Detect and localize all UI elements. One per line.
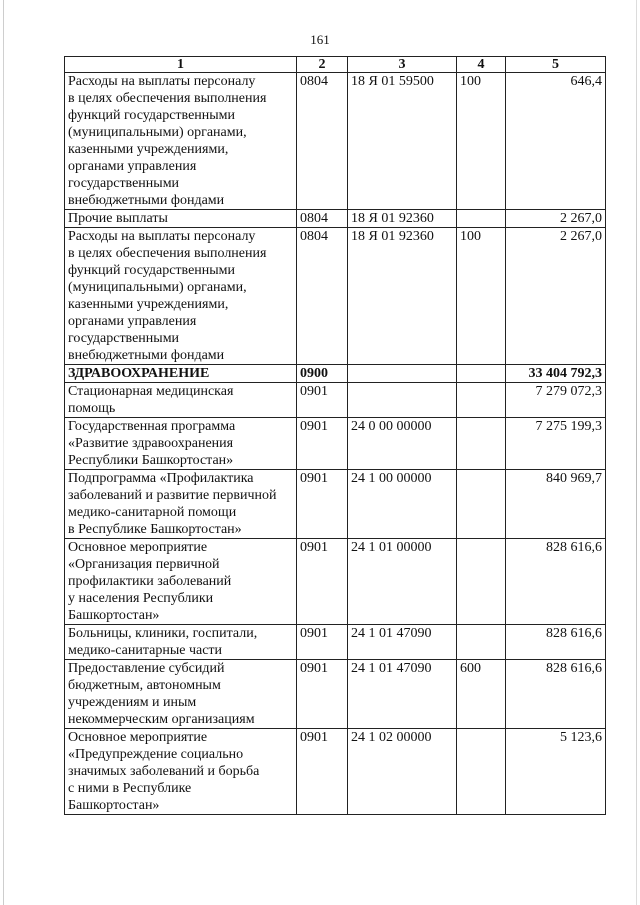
row-amount-cell: 828 616,6 (506, 539, 606, 625)
row-section-cell: 0901 (297, 625, 348, 660)
row-name-cell: Предоставление субсидий бюджетным, автономным учреждениям и иным некоммерческим организациям (65, 660, 297, 729)
row-amount-cell: 5 123,6 (506, 729, 606, 815)
row-type-cell (457, 418, 506, 470)
row-type-cell (457, 210, 506, 228)
row-article-cell: 18 Я 01 92360 (348, 228, 457, 365)
row-section-cell: 0804 (297, 228, 348, 365)
header-row (65, 57, 606, 73)
row-name-cell: Основное мероприятие «Организация первичной профилактики заболеваний у населения Республики Башкортостан» (65, 539, 297, 625)
row-type-cell (457, 470, 506, 539)
row-section-cell: 0901 (297, 660, 348, 729)
table-row (65, 365, 606, 383)
header-col-1: 1 (65, 57, 297, 73)
row-article-cell: 24 1 01 47090 (348, 625, 457, 660)
row-type-cell (457, 383, 506, 418)
table-row (65, 73, 606, 210)
row-name-cell: ЗДРАВООХРАНЕНИЕ (65, 365, 297, 383)
header-col-4: 4 (457, 57, 506, 73)
row-section-cell: 0901 (297, 539, 348, 625)
header-col-2: 2 (297, 57, 348, 73)
table-row (65, 729, 606, 815)
scan-edge-right (636, 0, 637, 905)
row-type-cell (457, 539, 506, 625)
table-row (65, 418, 606, 470)
row-type-cell: 100 (457, 73, 506, 210)
table-row (65, 660, 606, 729)
row-amount-cell: 2 267,0 (506, 210, 606, 228)
row-type-cell (457, 365, 506, 383)
row-section-cell: 0900 (297, 365, 348, 383)
row-name-cell: Стационарная медицинская помощь (65, 383, 297, 418)
row-name-cell: Основное мероприятие «Предупреждение социально значимых заболеваний и борьба с ними в Республике Башкортостан» (65, 729, 297, 815)
row-section-cell: 0804 (297, 210, 348, 228)
table-row (65, 470, 606, 539)
row-name-cell: Подпрограмма «Профилактика заболеваний и развитие первичной медико-санитарной помощи в Республике Башкортостан» (65, 470, 297, 539)
row-section-cell: 0901 (297, 729, 348, 815)
row-section-cell: 0804 (297, 73, 348, 210)
row-name-cell: Прочие выплаты (65, 210, 297, 228)
row-name-cell: Расходы на выплаты персоналу в целях обеспечения выполнения функций государственными (муниципальными) органами, казенными учреждениями, органами управления государственными внебюджетными фондами (65, 228, 297, 365)
row-article-cell: 24 0 00 00000 (348, 418, 457, 470)
table-row (65, 625, 606, 660)
page-number: 161 (310, 32, 330, 47)
row-amount-cell: 33 404 792,3 (506, 365, 606, 383)
row-article-cell: 24 1 02 00000 (348, 729, 457, 815)
row-name-cell: Государственная программа «Развитие здравоохранения Республики Башкортостан» (65, 418, 297, 470)
row-article-cell: 24 1 00 00000 (348, 470, 457, 539)
row-type-cell (457, 729, 506, 815)
row-section-cell: 0901 (297, 470, 348, 539)
table-row (65, 210, 606, 228)
row-type-cell (457, 625, 506, 660)
row-article-cell: 24 1 01 00000 (348, 539, 457, 625)
row-name-cell: Больницы, клиники, госпитали, медико-санитарные части (65, 625, 297, 660)
header-col-5: 5 (506, 57, 606, 73)
scan-edge-left (3, 0, 4, 905)
row-article-cell (348, 383, 457, 418)
row-article-cell (348, 365, 457, 383)
row-section-cell: 0901 (297, 383, 348, 418)
row-article-cell: 18 Я 01 92360 (348, 210, 457, 228)
header-col-3: 3 (348, 57, 457, 73)
row-amount-cell: 828 616,6 (506, 625, 606, 660)
row-type-cell: 600 (457, 660, 506, 729)
row-amount-cell: 7 279 072,3 (506, 383, 606, 418)
table-row (65, 228, 606, 365)
row-name-cell: Расходы на выплаты персоналу в целях обеспечения выполнения функций государственными (муниципальными) органами, казенными учреждениями, органами управления государственными внебюджетными фондами (65, 73, 297, 210)
row-amount-cell: 828 616,6 (506, 660, 606, 729)
budget-table (64, 56, 606, 815)
row-amount-cell: 7 275 199,3 (506, 418, 606, 470)
row-amount-cell: 840 969,7 (506, 470, 606, 539)
row-amount-cell: 646,4 (506, 73, 606, 210)
row-type-cell: 100 (457, 228, 506, 365)
row-article-cell: 24 1 01 47090 (348, 660, 457, 729)
row-amount-cell: 2 267,0 (506, 228, 606, 365)
table-row (65, 539, 606, 625)
row-section-cell: 0901 (297, 418, 348, 470)
row-article-cell: 18 Я 01 59500 (348, 73, 457, 210)
table-row (65, 383, 606, 418)
